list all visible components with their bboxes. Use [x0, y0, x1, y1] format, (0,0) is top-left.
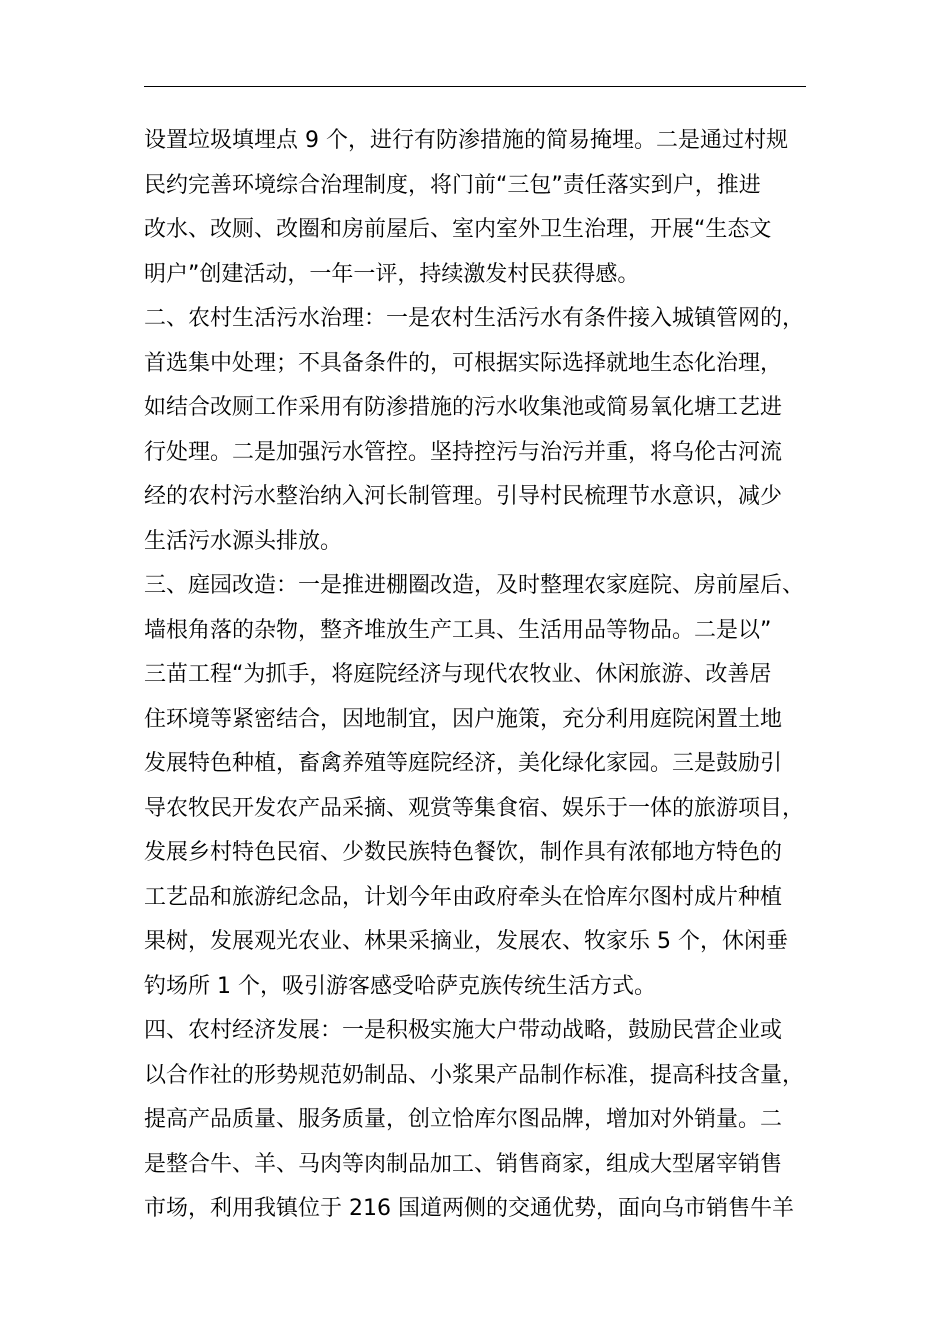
- text-line: 民约完善环境综合治理制度，将门前“三包”责任落实到户，推进: [144, 172, 761, 198]
- text-line: 住环境等紧密结合，因地制宜，因户施策，充分利用庭院闲置土地: [144, 706, 783, 732]
- text-line: 墙根角落的杂物，整齐堆放生产工具、生活用品等物品。二是以”: [144, 617, 772, 643]
- text-line: 导农牧民开发农产品采摘、观赏等集食宿、娱乐于一体的旅游项目，: [144, 795, 805, 821]
- text-line: 明户”创建活动，一年一评，持续激发村民获得感。: [144, 261, 640, 287]
- text-line: 改水、改厕、改圈和房前屋后、室内室外卫生治理，开展“生态文: [144, 217, 772, 242]
- text-line: 如结合改厕工作采用有防渗措施的污水收集池或简易氧化塘工艺进: [144, 395, 783, 420]
- text-line: 经的农村污水整治纳入河长制管理。引导村民梳理节水意识，减少: [144, 484, 783, 509]
- text-line: 工艺品和旅游纪念品，计划今年由政府牵头在恰库尔图村成片种植: [144, 884, 783, 910]
- text-line: 果树，发展观光农业、林果采摘业，发展农、牧家乐 5 个，休闲垂: [144, 929, 788, 954]
- text-line: 发展乡村特色民宿、少数民族特色餐饮，制作具有浓郁地方特色的: [144, 840, 783, 865]
- text-line: 行处理。二是加强污水管控。坚持控污与治污并重，将乌伦古河流: [144, 439, 783, 465]
- text-line: 以合作社的形势规范奶制品、小浆果产品制作标准，提高科技含量，: [144, 1062, 805, 1088]
- text-line: 四、农村经济发展：一是积极实施大户带动战略，鼓励民营企业或: [144, 1018, 783, 1043]
- text-line: 市场，利用我镇位于 216 国道两侧的交通优势，面向乌市销售牛羊: [144, 1196, 794, 1221]
- text-line: 首选集中处理；不具备条件的，可根据实际选择就地生态化治理，: [144, 350, 783, 376]
- text-line: 钓场所 1 个，吸引游客感受哈萨克族传统生活方式。: [144, 973, 656, 999]
- text-line: 二、农村生活污水治理：一是农村生活污水有条件接入城镇管网的，: [144, 306, 805, 331]
- text-line: 设置垃圾填埋点 9 个，进行有防渗措施的简易掩埋。二是通过村规: [144, 128, 788, 153]
- text-line: 生活污水源头排放。: [144, 528, 343, 554]
- text-line: 提高产品质量、服务质量，创立恰库尔图品牌，增加对外销量。二: [144, 1107, 783, 1132]
- body-text: [144, 119, 812, 1232]
- text-line: 发展特色种植，畜禽养殖等庭院经济，美化绿化家园。三是鼓励引: [144, 751, 783, 776]
- text-line: 三苗工程“为抓手，将庭院经济与现代农牧业、休闲旅游、改善居: [144, 662, 772, 687]
- text-line: 是整合牛、羊、马肉等肉制品加工、销售商家，组成大型屠宰销售: [144, 1151, 783, 1177]
- text-line: 三、庭园改造：一是推进棚圈改造，及时整理农家庭院、房前屋后、: [144, 573, 805, 598]
- header-rule: [144, 86, 806, 87]
